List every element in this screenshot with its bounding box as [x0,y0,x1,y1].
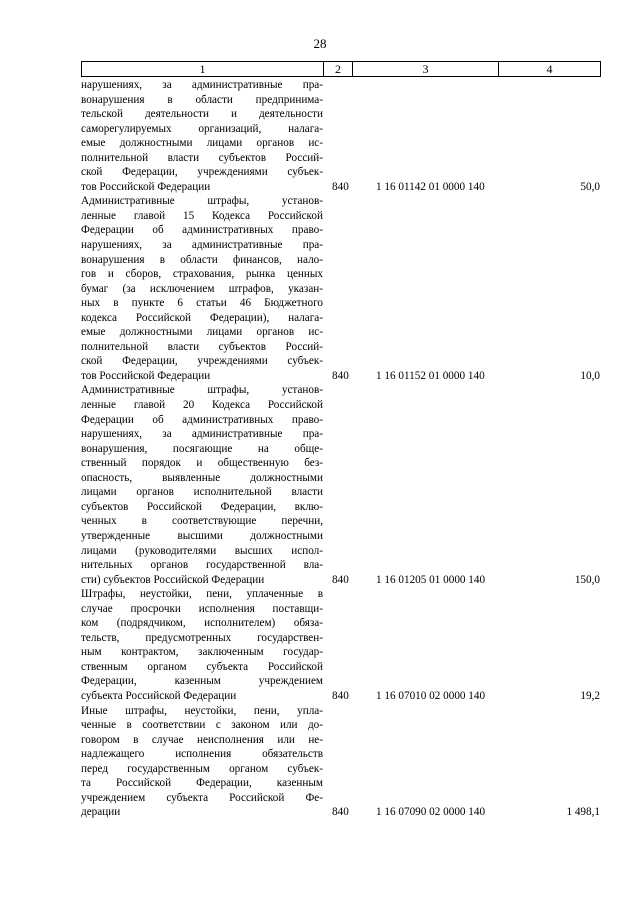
description-line: учреждением субъекта Российской Фе- [81,791,323,804]
row-description [81,78,323,194]
amount: 150,0 [574,573,600,586]
description-line: нарушениях, за административные пра- [81,428,323,441]
description-line: Административные штрафы, установ- [81,384,323,397]
amount: 10,0 [580,369,600,382]
description-line: опасность, выявленные должностными [81,471,323,484]
description-line: саморегулируемых организаций, налага- [81,122,323,135]
description-line: ственным органом субъекта Российской [81,660,323,673]
row-description [81,194,323,383]
description-line: кодекса Российской Федерации), налага- [81,311,323,324]
table-row [81,194,600,383]
description-line: ных в пункте 6 статьи 46 Бюджетного [81,297,323,310]
description-line: лицами органов исполнительной власти [81,486,323,499]
description-line: тов Российской Федерации [81,180,211,193]
description-line: ленные главой 20 Кодекса Российской [81,399,323,412]
description-line: Иные штрафы, неустойки, пени, упла- [81,704,323,717]
description-line: гов и сборов, страхования, рынка ценных [81,268,323,281]
admin-code: 840 [332,573,349,586]
column-header-4: 4 [499,62,601,77]
amount: 19,2 [580,689,600,702]
description-line: лицами (руководителями высших испол- [81,544,323,557]
admin-code: 840 [332,369,349,382]
table-row [81,78,600,194]
table-body [81,78,600,820]
description-line: Штрафы, неустойки, пени, уплаченные в [81,588,323,601]
column-header-table [81,61,601,77]
table-row [81,383,600,587]
description-line: ственный порядок и общественную без- [81,457,323,470]
description-line: ченных в соответствующие перечни, [81,515,323,528]
admin-code: 840 [332,806,349,819]
budget-classification-code: 1 16 01142 01 0000 140 [376,180,485,193]
description-line: Федерации, казенным учреждением [81,675,323,688]
description-line: та Российской Федерации, казенным [81,777,323,790]
column-header-2: 2 [324,62,353,77]
description-line: субъектов Российской Федерации, вклю- [81,500,323,513]
description-line: говором в случае неисполнения или не- [81,733,323,746]
budget-classification-code: 1 16 07010 02 0000 140 [376,689,486,702]
description-line: ком (подрядчиком, исполнителем) обяза- [81,617,323,630]
description-line: тельской деятельности и деятельности [81,108,323,121]
description-line: вонарушения в области предпринима- [81,93,323,106]
description-line: Федерации об административных право- [81,413,323,426]
admin-code: 840 [332,689,349,702]
budget-classification-code: 1 16 07090 02 0000 140 [376,806,486,819]
description-line: сти) субъектов Российской Федерации [81,573,265,586]
description-line: ской Федерации, учреждениями субъек- [81,355,323,368]
description-line: надлежащего исполнения обязательств [81,748,323,761]
description-line: Административные штрафы, установ- [81,195,323,208]
description-line: ской Федерации, учреждениями субъек- [81,166,323,179]
amount: 50,0 [580,180,600,193]
description-line: полнительной власти субъектов Россий- [81,340,323,353]
description-line: тельств, предусмотренных государствен- [81,631,323,644]
page-number: 28 [313,36,327,51]
description-line: ленные главой 15 Кодекса Российской [81,209,323,222]
amount: 1 498,1 [566,806,600,819]
description-line: ченные в соответствии с законом или до- [81,719,323,732]
description-line: случае просрочки исполнения поставщи- [81,602,323,615]
column-header-3: 3 [353,62,499,77]
row-description [81,383,323,587]
description-line: тов Российской Федерации [81,369,211,382]
description-line: вонарушения, посягающие на обще- [81,442,323,455]
description-line: полнительной власти субъектов Россий- [81,151,323,164]
description-line: вонарушения в области финансов, нало- [81,253,323,266]
row-description [81,587,323,703]
description-line: Федерации об административных право- [81,224,323,237]
description-line: утвержденные высшими должностными [81,529,323,542]
description-line: емые должностными лицами органов ис- [81,326,323,339]
description-line: дерации [81,806,121,819]
admin-code: 840 [332,180,349,193]
table-row [81,587,600,703]
description-line: нарушениях, за административные пра- [81,239,323,252]
description-line: нительных органов государственной вла- [81,559,323,572]
description-line: бумаг (за исключением штрафов, указан- [81,282,323,295]
description-line: емые должностными лицами органов ис- [81,137,323,150]
description-line: перед государственным органом субъек- [81,762,323,775]
budget-classification-code: 1 16 01152 01 0000 140 [376,369,485,382]
column-header-1: 1 [82,62,324,77]
budget-classification-code: 1 16 01205 01 0000 140 [376,573,486,586]
table-row [81,704,600,820]
description-line: ным контрактом, заключенным государ- [81,646,323,659]
description-line: нарушениях, за административные пра- [81,79,323,91]
row-description [81,704,323,820]
description-line: субъекта Российской Федерации [81,689,237,702]
